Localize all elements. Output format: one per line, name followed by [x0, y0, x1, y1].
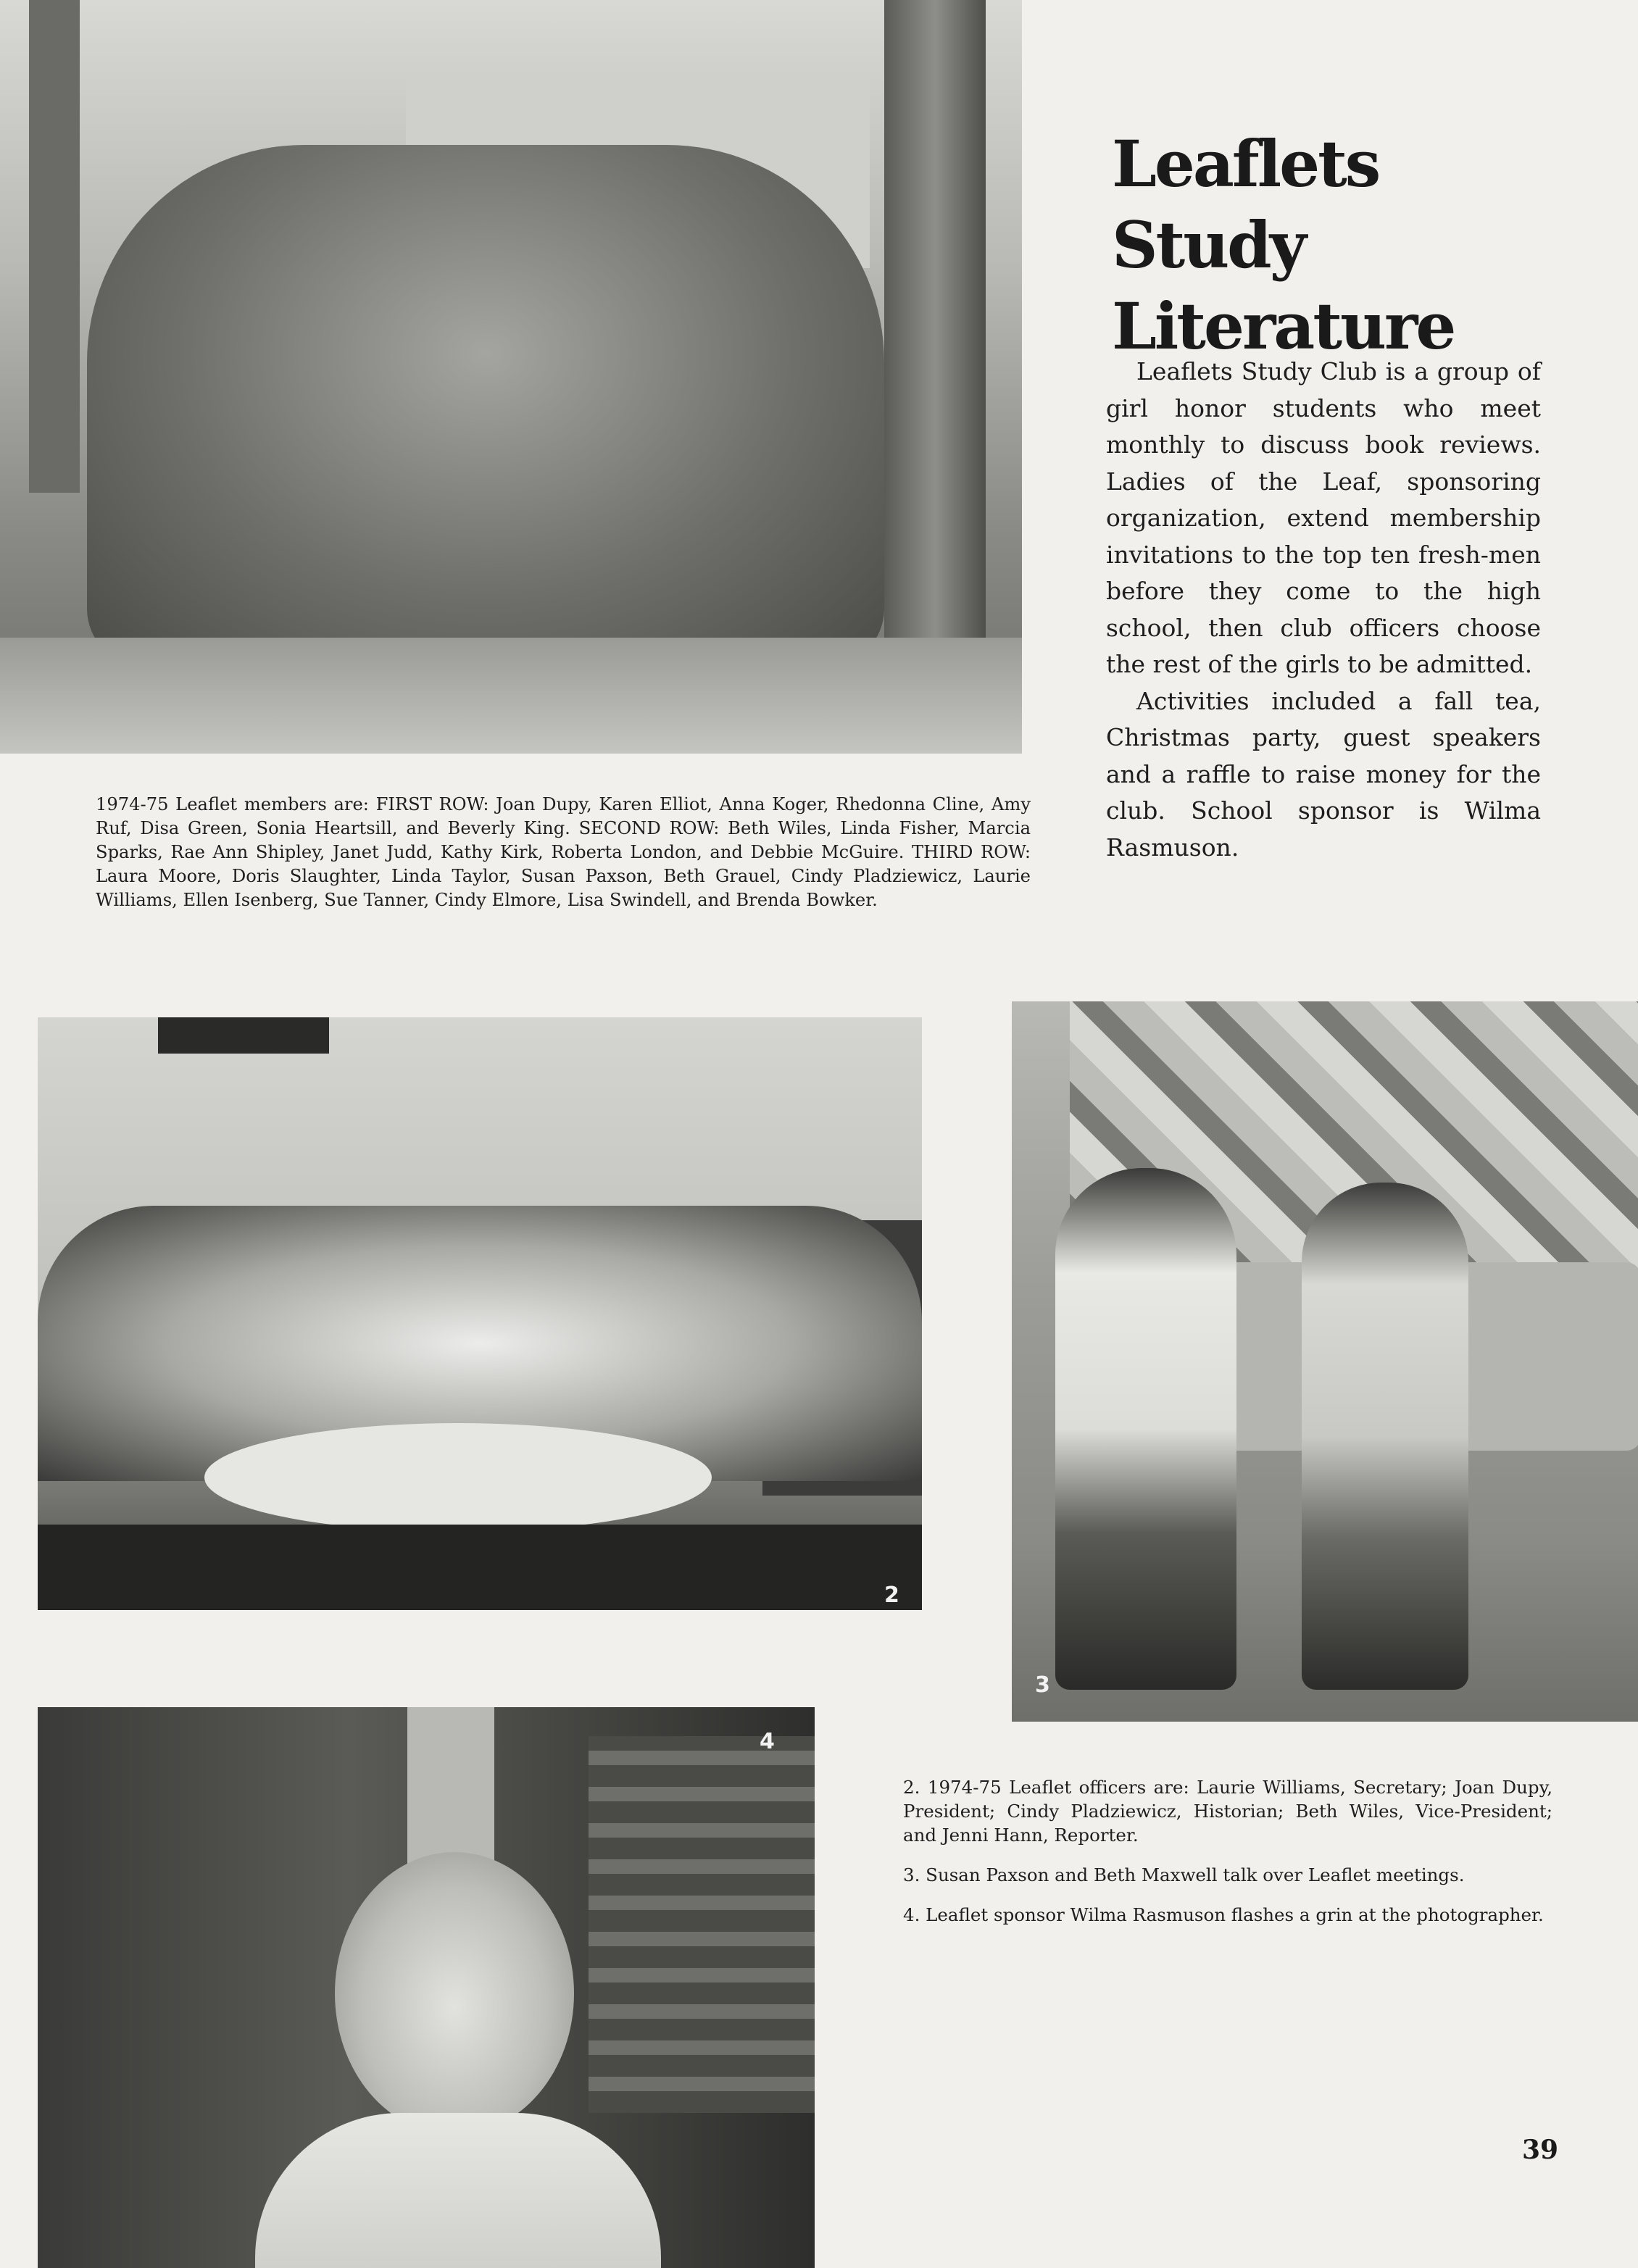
group-photo-caption: 1974-75 Leaflet members are: FIRST ROW: Joan Dupy, Karen Elliot, Anna Koger, Rhedonna Cline, Amy Ruf, Disa Green, Sonia Heartsill, and Beverly King. SECOND ROW: Beth Wiles, Linda Fisher, Marcia Sparks, Rae Ann Shipley, Janet Judd, Kathy Kirk, Roberta London, and Debbie McGuire. THIRD ROW: Laura Moore, Doris Slaughter, Linda Taylor, Susan Paxson, Beth Grauel, Cindy Pladziewicz, Laurie Williams, Ellen Isenberg, Sue Tanner, Cindy Elmore, Lisa Swindell, and Brenda Bowker.: [96, 794, 1031, 910]
floor: [38, 1525, 922, 1610]
tree-right: [884, 0, 986, 710]
page-title: [1112, 123, 1576, 367]
body-paragraph-1: Leaflets Study Club is a group of girl honor students who meet monthly to discuss book reviews. Ladies of the Leaf, sponsoring organization, extend membership invitations to the top ten fresh-men before they come to the high school, then club officers choose the rest of the girls to be admitted.: [1106, 357, 1541, 678]
round-table: [204, 1423, 712, 1532]
group-of-girls: [87, 145, 884, 667]
girl-left: [1055, 1168, 1236, 1690]
photo-number-3: 3: [1035, 1672, 1050, 1698]
woman-body: [255, 2113, 661, 2268]
caption-photo-4: 4. Leaflet sponsor Wilma Rasmuson flashes a grin at the photographer.: [903, 1904, 1544, 1925]
photo-captions: [903, 1775, 1552, 1943]
couch-photo: [1012, 1001, 1638, 1722]
page-number: 39: [1522, 2135, 1559, 2165]
photo-number-2: 2: [884, 1583, 899, 1608]
body-paragraph-2: Activities included a fall tea, Christmas party, guest speakers and a raffle to raise money for the club. School sponsor is Wilma Rasmuson.: [1106, 686, 1541, 862]
group-photo: [0, 0, 1022, 754]
wall-sign: [158, 1017, 329, 1054]
girl-right: [1302, 1183, 1468, 1690]
tree-left: [29, 0, 80, 493]
sponsor-photo: [38, 1707, 815, 2268]
title-line-2: Literature: [1112, 288, 1455, 364]
woman-head: [335, 1852, 574, 2135]
door-window: [589, 1736, 815, 2113]
lawn: [0, 638, 1022, 754]
caption-photo-3: 3. Susan Paxson and Beth Maxwell talk over Leaflet meetings.: [903, 1864, 1465, 1885]
article-body: [1106, 354, 1541, 866]
caption-photo-2: 2. 1974-75 Leaflet officers are: Laurie Williams, Secretary; Joan Dupy, President; Cindy Pladziewicz, Historian; Beth Wiles, Vice-President; and Jenni Hann, Reporter.: [903, 1777, 1552, 1846]
title-line-1: Leaflets Study: [1112, 126, 1379, 283]
officers-photo: [38, 1017, 922, 1610]
photo-number-4: 4: [760, 1729, 775, 1754]
